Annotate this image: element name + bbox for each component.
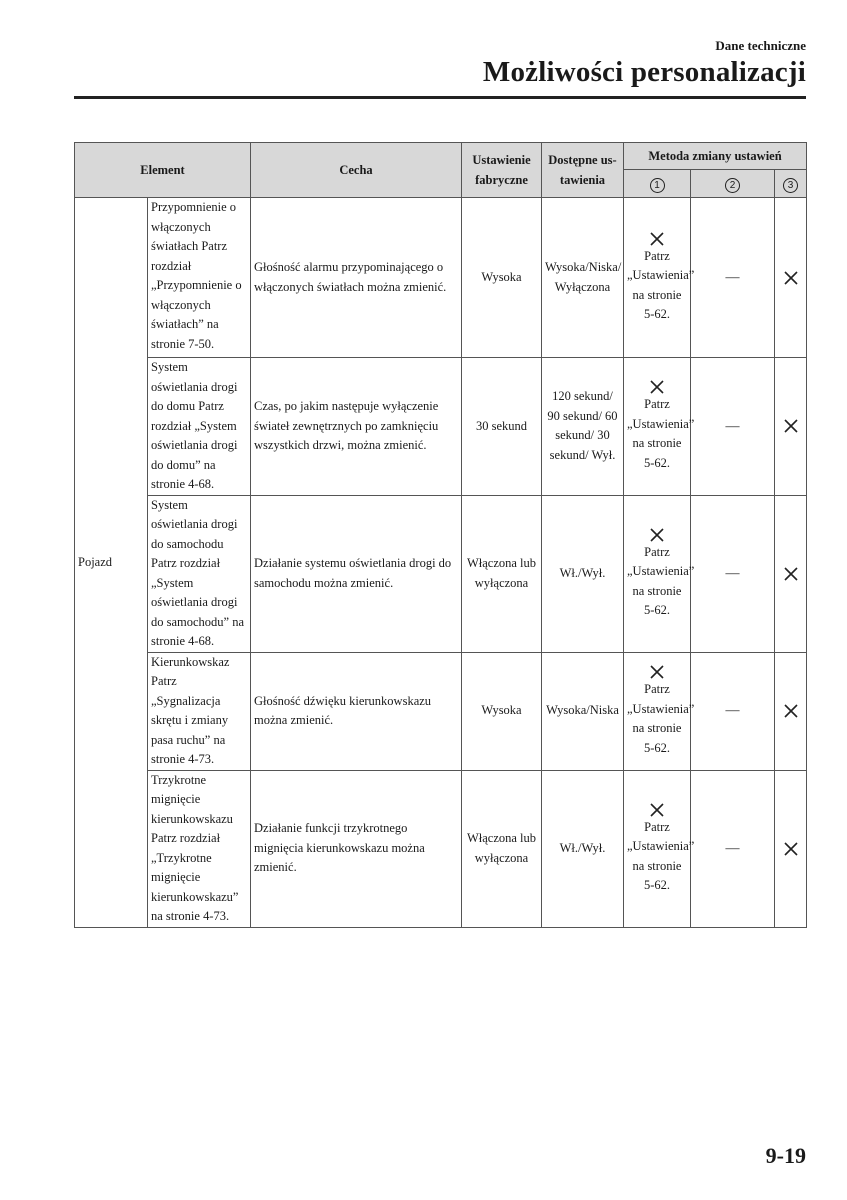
cross-mark-icon (649, 664, 665, 680)
title-rule (74, 96, 806, 99)
header-cecha: Cecha (251, 143, 462, 198)
table-row (75, 770, 807, 927)
header-dostepne: Dostępne us- tawienia (542, 143, 624, 198)
row-dostepne: Wysoka/Niska (542, 652, 624, 770)
section-label: Dane techniczne (715, 38, 806, 53)
page-number: 9-19 (765, 1143, 806, 1168)
table-row (75, 358, 807, 496)
row-element: Kierunkowskaz Patrz „Sygnalizacja skrętu i zmiany pasa ruchu” na stronie 4-73. (148, 652, 251, 770)
row-method-3 (775, 358, 807, 496)
row-method-3 (775, 770, 807, 927)
row-method-1 (624, 495, 695, 652)
circled-number-icon: 1 (650, 178, 665, 193)
row-element: System oświetlania drogi do samochodu Patrz rozdział „System oświetlania drogi do samochodu” na stronie 4-68. (148, 495, 251, 652)
row-method-1 (624, 770, 695, 927)
page-title: Możliwości personalizacji (482, 56, 806, 88)
table-row (75, 495, 807, 652)
row-ustawienie: Wysoka (462, 652, 542, 770)
row-dostepne: 120 sekund/ 90 sekund/ 60 sekund/ 30 sekund/ Wył. (542, 358, 624, 496)
row-method-2: — (691, 652, 775, 770)
row-ustawienie: 30 sekund (462, 358, 542, 496)
row-method-2: — (691, 495, 775, 652)
row-method-2: — (691, 358, 775, 496)
row-dostepne: Wł./Wył. (542, 495, 624, 652)
group-label: Pojazd (75, 198, 148, 928)
personalization-table (74, 142, 807, 928)
method-1-note: Patrz „Ustawienia” na stronie 5-62. (627, 397, 695, 470)
row-element: System oświetlania drogi do domu Patrz rozdział „System oświetlania drogi do domu” na stronie 4-68. (148, 358, 251, 496)
cross-mark-icon (649, 231, 665, 247)
row-cecha: Głośność alarmu przypominającego o włączonych światłach można zmienić. (251, 198, 462, 358)
method-1-note: Patrz „Ustawienia” na stronie 5-62. (627, 819, 695, 892)
table-row (75, 198, 807, 358)
row-cecha: Głośność dźwięku kierunkowskazu można zmienić. (251, 652, 462, 770)
method-1-note: Patrz „Ustawienia” na stronie 5-62. (627, 682, 695, 755)
row-ustawienie: Wysoka (462, 198, 542, 358)
row-method-2: — (691, 198, 775, 358)
cross-mark-icon (649, 527, 665, 543)
cross-mark-icon (649, 379, 665, 395)
cross-mark-icon (783, 566, 799, 582)
row-method-3 (775, 198, 807, 358)
row-method-2: — (691, 770, 775, 927)
row-ustawienie: Włączona lub wyłączona (462, 495, 542, 652)
method-1-note: Patrz „Ustawienia” na stronie 5-62. (627, 544, 695, 617)
row-element: Przypomnienie o włączonych światłach Patrz rozdział „Przypomnienie o włączonych światłach” na stronie 7-50. (148, 198, 251, 358)
cross-mark-icon (783, 418, 799, 434)
header-ustawienie: Ustawienie fabryczne (462, 143, 542, 198)
cross-mark-icon (649, 802, 665, 818)
header-method-3 (775, 170, 807, 198)
header-method-1 (624, 170, 691, 198)
header-metoda: Metoda zmiany ustawień (624, 143, 807, 170)
row-method-1 (624, 358, 695, 496)
header-element: Element (75, 143, 251, 198)
header-method-2 (691, 170, 775, 198)
circled-number-icon: 2 (725, 178, 740, 193)
row-method-1 (624, 198, 695, 358)
row-dostepne: Wysoka/Niska/ Wyłączona (542, 198, 624, 358)
cross-mark-icon (783, 703, 799, 719)
cross-mark-icon (783, 270, 799, 286)
cross-mark-icon (783, 841, 799, 857)
row-method-1 (624, 652, 695, 770)
row-method-3 (775, 652, 807, 770)
table-row (75, 652, 807, 770)
circled-number-icon: 3 (783, 178, 798, 193)
method-1-note: Patrz „Ustawienia” na stronie 5-62. (627, 248, 695, 321)
row-cecha: Działanie systemu oświetlania drogi do samochodu można zmienić. (251, 495, 462, 652)
row-ustawienie: Włączona lub wyłączona (462, 770, 542, 927)
row-dostepne: Wł./Wył. (542, 770, 624, 927)
row-cecha: Działanie funkcji trzykrotnego mignięcia kierunkowskazu można zmienić. (251, 770, 462, 927)
row-cecha: Czas, po jakim następuje wyłączenie świateł zewnętrznych po zamknięciu wszystkich drzwi, można zmienić. (251, 358, 462, 496)
row-method-3 (775, 495, 807, 652)
row-element: Trzykrotne mignięcie kierunkowskazu Patrz rozdział „Trzykrotne mignięcie kierunkowskazu” na stronie 4-73. (148, 770, 251, 927)
